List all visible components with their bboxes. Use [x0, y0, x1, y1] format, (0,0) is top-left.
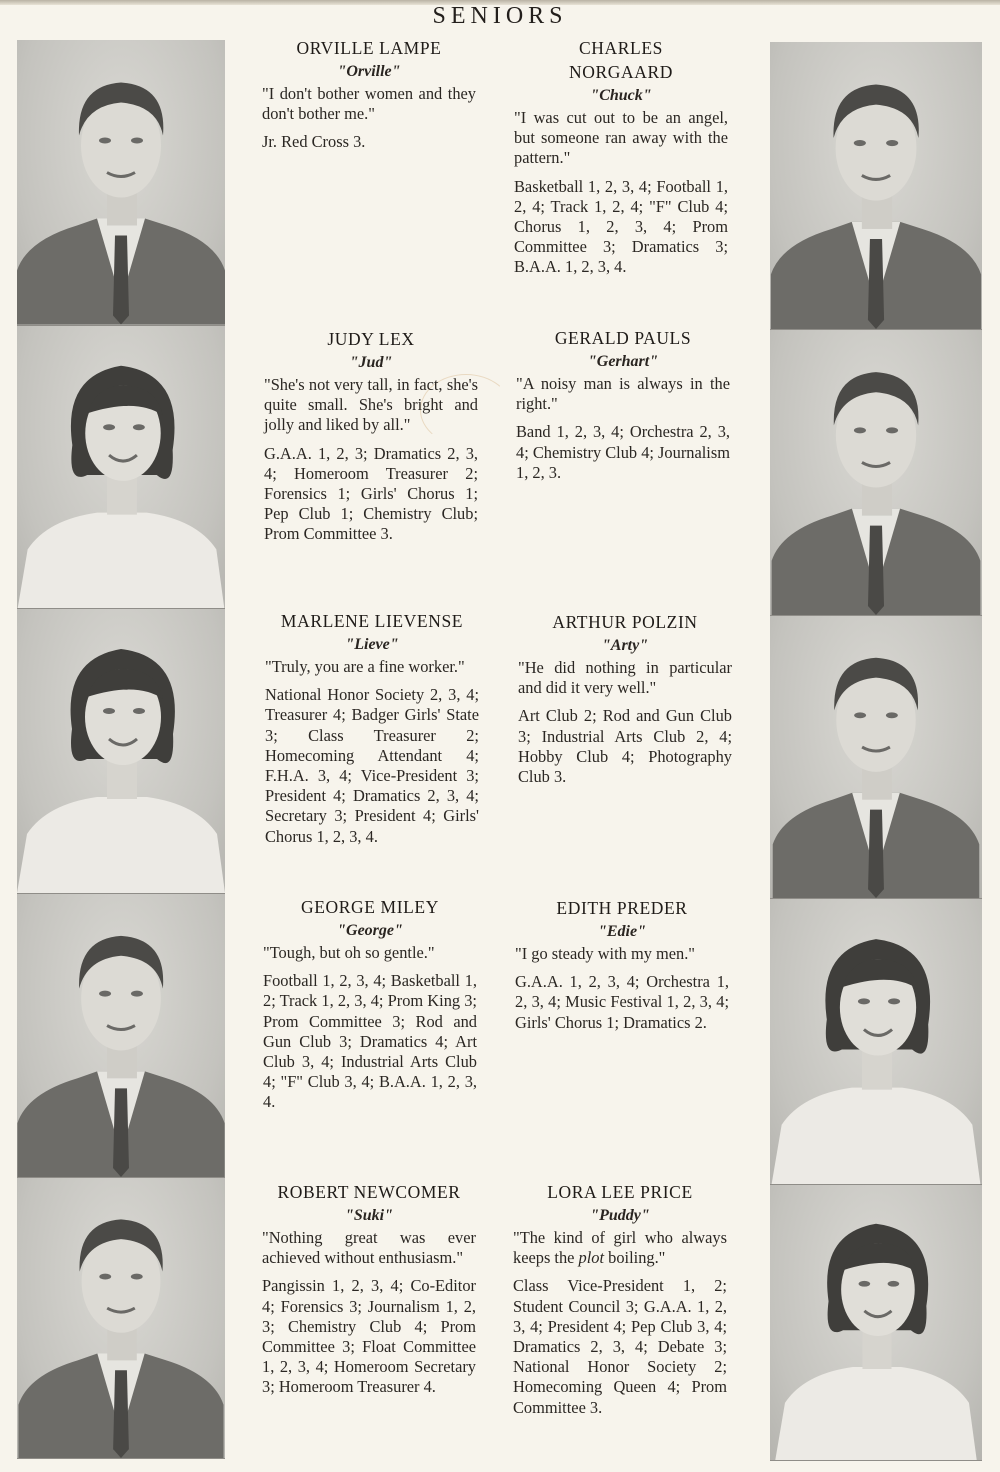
senior-quote: "I go steady with my men." [515, 944, 695, 963]
photo-orville-lampe [17, 40, 225, 326]
senior-name: GEORGE MILEY [301, 897, 439, 917]
quote-text: "The kind of girl who always keeps the [513, 1228, 727, 1268]
senior-activities: Band 1, 2, 3, 4; Orchestra 2, 3, 4; Chemistry Club 4; Journalism 1, 2, 3. [516, 422, 730, 482]
senior-name: GERALD PAULS [554, 328, 692, 348]
photo-edith-preder [770, 899, 982, 1185]
senior-activities: Football 1, 2, 3, 4; Basketball 1, 2; Track 1, 2, 3, 4; Prom King 3; Prom Committee 3; Rod and Gun Club 3; Dramatics 4; Art Club 3, 4; Industrial Arts Club 4; "F" Club 3, 4; B.A.A. 1, 2, 3, 4. [263, 971, 477, 1112]
portrait-girl-icon [17, 326, 225, 608]
senior-name: ORVILLE LAMPE [296, 38, 442, 58]
senior-entry [264, 327, 478, 545]
senior-nickname: "Puddy" [590, 1207, 650, 1224]
senior-nickname: "George" [337, 922, 403, 939]
portrait-girl-icon [17, 609, 225, 893]
photo-arthur-polzin [770, 616, 982, 899]
senior-quote: "Tough, but oh so gentle." [263, 943, 435, 962]
page-title: SENIORS [432, 3, 568, 29]
senior-entry [262, 36, 476, 153]
senior-activities: Pangissin 1, 2, 3, 4; Co-Editor 4; Forensics 3; Journalism 1, 2, 3; Chemistry Club 4; Prom Committee 3; Float Committee 1, 2, 3, 4; Homeroom Secretary 3; Homeroom Treasurer 4. [262, 1276, 476, 1397]
senior-entry [263, 895, 477, 1113]
senior-quote [513, 1228, 727, 1268]
portrait-boy-icon [770, 42, 982, 329]
photo-lora-lee-price [770, 1185, 982, 1461]
senior-quote: "A noisy man is always in the right." [516, 374, 730, 414]
senior-entry [518, 610, 732, 787]
portrait-girl-icon [770, 899, 982, 1184]
senior-entry [265, 609, 479, 847]
senior-nickname: "Chuck" [590, 87, 652, 104]
portrait-boy-icon [17, 1178, 225, 1458]
photo-george-miley [17, 894, 225, 1178]
senior-quote: "I don't bother women and they don't bother me." [262, 84, 476, 124]
senior-activities: Art Club 2; Rod and Gun Club 3; Industrial Arts Club 2, 4; Hobby Club 4; Photography Club 3. [518, 706, 732, 787]
senior-name: CHARLES NORGAARD [569, 38, 673, 82]
photo-robert-newcomer [17, 1178, 225, 1459]
senior-nickname: "Edie" [598, 923, 646, 940]
portrait-girl-icon [770, 1185, 982, 1460]
quote-italic-word: plot [578, 1248, 605, 1268]
senior-entry [516, 326, 730, 483]
senior-name: JUDY LEX [327, 329, 415, 349]
senior-name: MARLENE LIEVENSE [280, 611, 464, 631]
senior-entry [514, 36, 728, 278]
senior-name: ARTHUR POLZIN [552, 612, 698, 632]
senior-name: LORA LEE PRICE [547, 1182, 693, 1202]
photo-charles-norgaard [770, 42, 982, 330]
quote-text: boiling." [604, 1248, 666, 1268]
senior-nickname: "Jud" [349, 354, 393, 371]
portrait-boy-icon [17, 40, 225, 325]
senior-activities: Basketball 1, 2, 3, 4; Football 1, 2, 4; Track 1, 2, 4; "F" Club 4; Chorus 1, 2, 3, 4; Prom Committee 3; Dramatics 3; B.A.A. 1, 2, 3, 4. [514, 176, 728, 277]
senior-name: ROBERT NEWCOMER [277, 1182, 461, 1202]
senior-quote: "I was cut out to be an angel, but someone ran away with the pattern." [514, 108, 728, 168]
portrait-boy-icon [17, 894, 225, 1177]
senior-activities: G.A.A. 1, 2, 3; Dramatics 2, 3, 4; Homeroom Treasurer 2; Forensics 1; Girls' Chorus 1; Pep Club 1; Chemistry Club; Prom Committee 3. [264, 443, 478, 544]
senior-entry [513, 1180, 727, 1418]
photo-judy-lex [17, 326, 225, 609]
senior-name: EDITH PREDER [556, 898, 688, 918]
senior-quote: "She's not very tall, in fact, she's quite small. She's bright and jolly and liked by all." [264, 375, 478, 435]
senior-activities: Jr. Red Cross 3. [262, 132, 366, 152]
senior-nickname: "Orville" [337, 63, 401, 80]
photo-gerald-pauls [770, 330, 982, 616]
senior-quote: "He did nothing in particular and did it very well." [518, 658, 732, 698]
senior-activities: National Honor Society 2, 3, 4; Treasurer 4; Badger Girls' State 3; Class Treasurer 2; Homecoming Attendant 4; F.H.A. 3, 4; Vice-President 3; President 4; Dramatics 2, 3, 4; Secretary 3; President 4; Girls' Chorus 1, 2, 3, 4. [265, 685, 479, 846]
senior-nickname: "Suki" [344, 1207, 393, 1224]
senior-nickname: "Lieve" [345, 636, 399, 653]
senior-quote: "Nothing great was ever achieved without enthusiasm." [262, 1228, 476, 1268]
senior-nickname: "Gerhart" [587, 353, 659, 370]
senior-nickname: "Arty" [601, 637, 649, 654]
senior-activities: Class Vice-President 1, 2; Student Council 3; G.A.A. 1, 2, 3, 4; President 4; Pep Club 3, 4; Dramatics 2, 3, 4; Debate 3; National Honor Society 2; Homecoming Queen 4; Prom Committee 3. [513, 1276, 727, 1417]
photo-marlene-lievense [17, 609, 225, 894]
senior-entry [515, 896, 729, 1033]
portrait-boy-icon [770, 330, 982, 615]
senior-entry [262, 1180, 476, 1398]
senior-activities: G.A.A. 1, 2, 3, 4; Orchestra 1, 2, 3, 4; Music Festival 1, 2, 3, 4; Girls' Chorus 1; Dramatics 2. [515, 972, 729, 1032]
portrait-boy-icon [770, 616, 982, 898]
senior-quote: "Truly, you are a fine worker." [265, 657, 465, 676]
